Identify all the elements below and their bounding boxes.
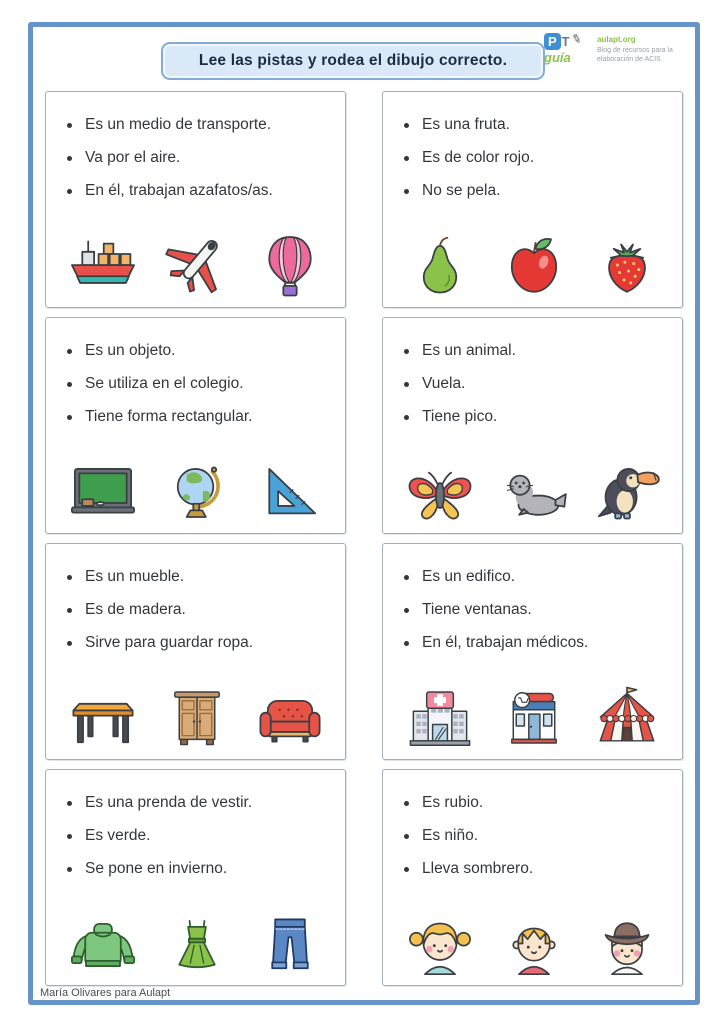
apple-icon[interactable] (497, 234, 571, 297)
hospital-icon[interactable] (403, 686, 477, 749)
chalkboard-icon[interactable] (66, 460, 140, 523)
clue-row (397, 342, 670, 360)
clue-row (397, 116, 670, 134)
blonde-boy-icon[interactable] (497, 912, 571, 975)
instruction-banner (161, 42, 545, 80)
airplane-icon[interactable] (160, 234, 234, 297)
clue-text: Es una prenda de vestir. (85, 794, 253, 811)
author-credit: María Olivares para Aulapt (40, 987, 171, 999)
clue-row (397, 794, 670, 812)
clue-text: Es un objeto. (85, 342, 176, 359)
sofa-icon[interactable] (253, 686, 327, 749)
seal-icon[interactable] (497, 460, 571, 523)
dress-icon[interactable] (160, 912, 234, 975)
clue-text: No se pela. (422, 182, 501, 199)
clue-card-clothing (45, 769, 346, 986)
clue-card-person (382, 769, 683, 986)
clue-text: Es de color rojo. (422, 149, 534, 166)
bullet-dot (67, 608, 72, 613)
clue-row (397, 182, 670, 200)
clue-text: En él, trabajan azafatos/as. (85, 182, 273, 199)
clue-row (397, 375, 670, 393)
child-with-hat-icon[interactable] (590, 912, 664, 975)
clue-text: Es verde. (85, 827, 151, 844)
clue-text: Es un medio de transporte. (85, 116, 272, 133)
bullet-dot (404, 867, 409, 872)
clue-card-animal (382, 317, 683, 534)
answer-options (397, 686, 670, 751)
bullet-dot (67, 867, 72, 872)
jeans-icon[interactable] (253, 912, 327, 975)
clue-row (397, 408, 670, 426)
bullet-dot (404, 349, 409, 354)
clue-text: Vuela. (422, 375, 466, 392)
logo-letter-t: T (561, 34, 570, 49)
bullet-dot (67, 156, 72, 161)
clue-row (60, 116, 333, 134)
answer-options (60, 912, 333, 977)
clue-text: Es un edifico. (422, 568, 516, 585)
clue-text: Es un animal. (422, 342, 516, 359)
clue-row (397, 568, 670, 586)
logo-tagline: Blog de recursos para la elaboración de ACIS (597, 47, 673, 64)
clue-row (397, 601, 670, 619)
bullet-dot (67, 123, 72, 128)
clue-row (60, 601, 333, 619)
clue-row (60, 568, 333, 586)
strawberry-icon[interactable] (590, 234, 664, 297)
clue-row (60, 827, 333, 845)
globe-icon[interactable] (160, 460, 234, 523)
clue-text: Sirve para guardar ropa. (85, 634, 254, 651)
clue-card-school-object (45, 317, 346, 534)
bullet-dot (404, 608, 409, 613)
clue-row (60, 182, 333, 200)
clue-text: Tiene forma rectangular. (85, 408, 253, 425)
cargo-ship-icon[interactable] (66, 234, 140, 297)
clue-row (60, 149, 333, 167)
answer-options (60, 234, 333, 299)
clue-row (60, 860, 333, 878)
clue-card-fruit (382, 91, 683, 308)
clue-text: Es niño. (422, 827, 479, 844)
clue-text: Se utiliza en el colegio. (85, 375, 244, 392)
answer-options (397, 460, 670, 525)
clue-row (60, 634, 333, 652)
clue-text: En él, trabajan médicos. (422, 634, 589, 651)
clue-card-transport (45, 91, 346, 308)
pencil-icon: ✎ (569, 31, 583, 48)
aulapt-logo (544, 33, 693, 64)
bullet-dot (404, 382, 409, 387)
answer-options (397, 234, 670, 299)
answer-options (60, 686, 333, 751)
clue-card-grid (33, 91, 695, 986)
bullet-dot (404, 415, 409, 420)
pear-icon[interactable] (403, 234, 477, 297)
clue-text: Es un mueble. (85, 568, 185, 585)
wardrobe-icon[interactable] (160, 686, 234, 749)
blonde-girl-icon[interactable] (403, 912, 477, 975)
set-square-icon[interactable] (253, 460, 327, 523)
bullet-dot (404, 189, 409, 194)
bullet-dot (404, 575, 409, 580)
logo-wordmark: guía (544, 50, 571, 65)
logo-site-url: aulapt.org (597, 35, 636, 44)
clue-row (397, 149, 670, 167)
answer-options (60, 460, 333, 525)
clue-card-furniture (45, 543, 346, 760)
clue-row (60, 794, 333, 812)
clue-row (60, 342, 333, 360)
bullet-dot (67, 349, 72, 354)
toucan-icon[interactable] (590, 460, 664, 523)
table-icon[interactable] (66, 686, 140, 749)
clue-row (60, 408, 333, 426)
logo-letter-p: P (544, 33, 561, 50)
bullet-dot (67, 189, 72, 194)
circus-tent-icon[interactable] (590, 686, 664, 749)
bullet-dot (67, 834, 72, 839)
worksheet-page (28, 22, 700, 1005)
bullet-dot (404, 834, 409, 839)
answer-options (397, 912, 670, 977)
bullet-dot (67, 415, 72, 420)
bullet-dot (67, 382, 72, 387)
worksheet-header (33, 27, 695, 91)
clue-text: Lleva sombrero. (422, 860, 534, 877)
bullet-dot (404, 801, 409, 806)
butterfly-icon[interactable] (403, 460, 477, 523)
bullet-dot (67, 575, 72, 580)
clue-text: Tiene pico. (422, 408, 498, 425)
clue-text: Tiene ventanas. (422, 601, 532, 618)
bullet-dot (404, 123, 409, 128)
shop-icon[interactable] (497, 686, 571, 749)
pt-guia-logo (544, 33, 590, 64)
bullet-dot (67, 801, 72, 806)
clue-text: Es una fruta. (422, 116, 510, 133)
clue-text: Es rubio. (422, 794, 484, 811)
clue-text: Se pone en invierno. (85, 860, 228, 877)
clue-row (60, 375, 333, 393)
hot-air-balloon-icon[interactable] (253, 234, 327, 297)
logo-text-column (597, 33, 693, 64)
page-title: Lee las pistas y rodea el dibujo correcto. (198, 52, 508, 69)
clue-row (397, 860, 670, 878)
clue-row (397, 634, 670, 652)
clue-text: Es de madera. (85, 601, 186, 618)
clue-text: Va por el aire. (85, 149, 181, 166)
clue-row (397, 827, 670, 845)
clue-card-building (382, 543, 683, 760)
bullet-dot (404, 156, 409, 161)
bullet-dot (67, 641, 72, 646)
bullet-dot (404, 641, 409, 646)
sweater-icon[interactable] (66, 912, 140, 975)
